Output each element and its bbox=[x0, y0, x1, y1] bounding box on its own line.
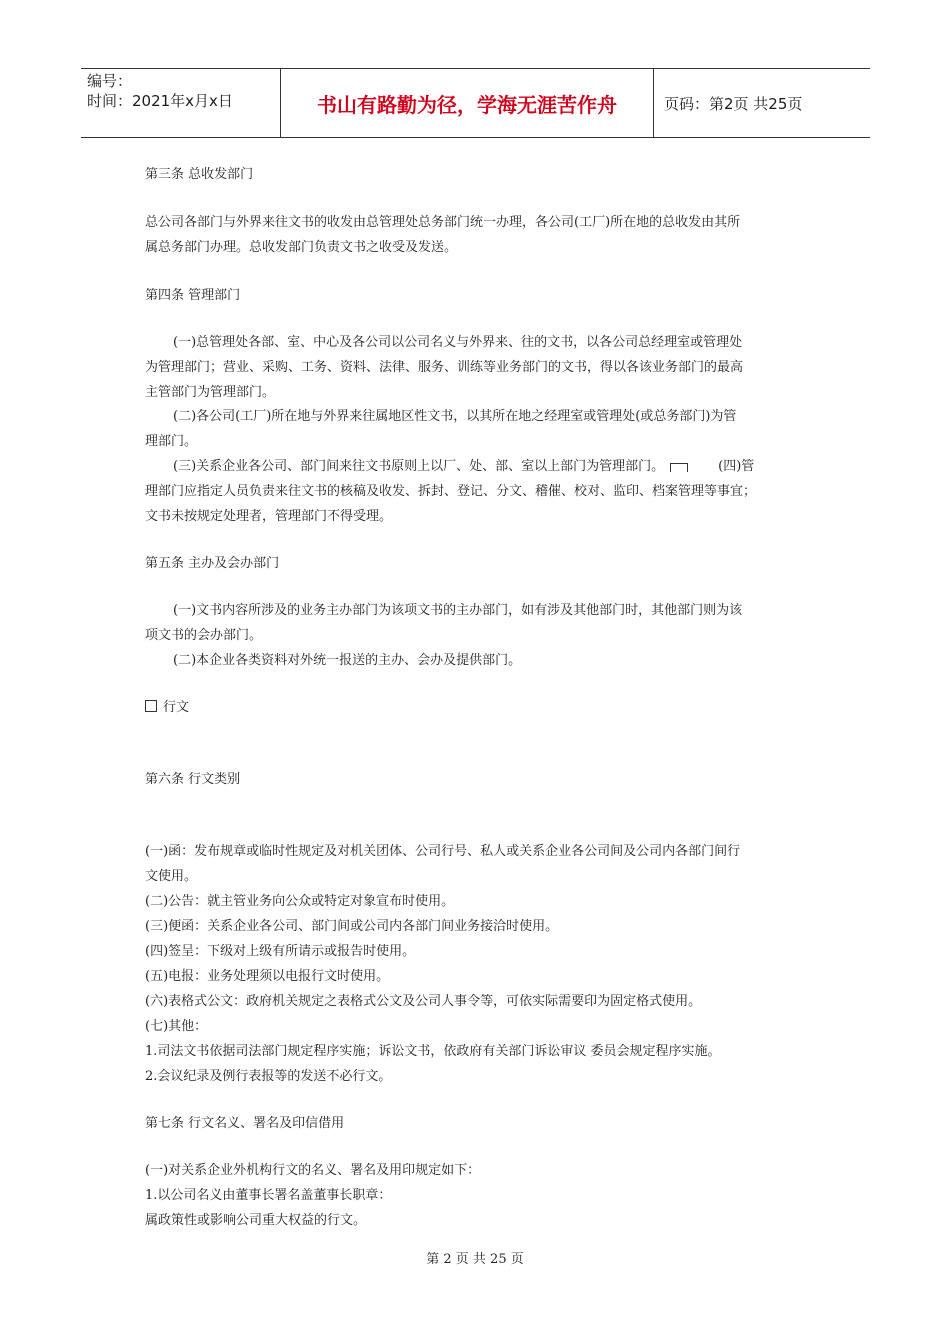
document-number-label: 编号： bbox=[87, 72, 133, 90]
paragraph-line: (二)各公司(工厂)所在地与外界来往属地区性文书，以其所在地之经理室或管理处(或总务部门)为管 bbox=[173, 409, 737, 424]
paragraph-line: 属总务部门办理。总收发部门负责文书之收受及发送。 bbox=[145, 240, 458, 255]
paragraph-line: (二)本企业各类资料对外统一报送的主办、会办及提供部门。 bbox=[173, 653, 522, 668]
paragraph-text: (三)关系企业各公司、部门间来往文书原则上以厂、处、部、室以上部门为管理部门。 bbox=[173, 459, 665, 474]
paragraph-line: 主管部门为管理部门。 bbox=[145, 385, 276, 400]
paragraph-line bbox=[145, 455, 754, 474]
section-heading bbox=[145, 696, 189, 715]
page-footer: 第 2 页 共 25 页 bbox=[426, 1252, 524, 1267]
page-header bbox=[81, 68, 870, 138]
paragraph-line: (五)电报：业务处理须以电报行文时使用。 bbox=[145, 969, 390, 984]
article-4-heading: 第四条 管理部门 bbox=[145, 288, 241, 303]
paragraph-line: 文书未按规定处理者，管理部门不得受理。 bbox=[145, 509, 393, 524]
paragraph-line: 理部门。 bbox=[145, 434, 198, 449]
paragraph-line: 2.会议纪录及例行表报等的发送不必行文。 bbox=[145, 1069, 392, 1084]
paragraph-line: (一)对关系企业外机构行文的名义、署名及用印规定如下： bbox=[145, 1163, 481, 1178]
paragraph-line: (六)表格式公文：政府机关规定之表格式公文及公司人事令等，可依实际需要印为固定格式使用。 bbox=[145, 994, 702, 1009]
paragraph-line: (一)总管理处各部、室、中心及各公司以公司名义与外界来、往的文书，以各公司总经理室或管理处 bbox=[173, 335, 743, 350]
paragraph-line: 为管理部门；营业、采购、工务、资料、法律、服务、训练等业务部门的文书，得以各该业务部门的最高 bbox=[145, 360, 744, 375]
paragraph-line: 属政策性或影响公司重大权益的行文。 bbox=[145, 1213, 367, 1228]
document-date: 时间：2021年x月x日 bbox=[87, 92, 233, 110]
paragraph-line: 项文书的会办部门。 bbox=[145, 628, 263, 643]
paragraph-line: (二)公告：就主管业务向公众或特定对象宣布时使用。 bbox=[145, 894, 455, 909]
paragraph-line: 文使用。 bbox=[145, 869, 198, 884]
header-motto: 书山有路勤为径，学海无涯苦作舟 bbox=[281, 69, 654, 137]
article-6-heading: 第六条 行文类别 bbox=[145, 772, 241, 787]
article-7-heading: 第七条 行文名义、署名及印信借用 bbox=[145, 1116, 345, 1131]
paragraph-line: 理部门应指定人员负责来往文书的核稿及收发、拆封、登记、分文、稽催、校对、监印、档案管理等事宜； bbox=[145, 484, 757, 499]
section-heading-text: 行文 bbox=[163, 700, 190, 715]
paragraph-line: (一)函：发布规章或临时性规定及对机关团体、公司行号、私人或关系企业各公司间及公司内各部门间行 bbox=[145, 844, 741, 859]
paragraph-line: 总公司各部门与外界来往文书的收发由总管理处总务部门统一办理，各公司(工厂)所在地的总收发由其所 bbox=[145, 215, 741, 230]
paragraph-line: (七)其他： bbox=[145, 1019, 208, 1034]
paragraph-line: (三)便函：关系企业各公司、部门间或公司内各部门间业务接洽时使用。 bbox=[145, 919, 559, 934]
paragraph-text: (四)管 bbox=[718, 459, 755, 474]
header-meta bbox=[81, 69, 281, 137]
bracket-mark-icon bbox=[670, 463, 688, 472]
article-3-heading: 第三条 总收发部门 bbox=[145, 167, 254, 182]
checkbox-square-icon bbox=[145, 700, 157, 712]
article-5-heading: 第五条 主办及会办部门 bbox=[145, 556, 280, 571]
paragraph-line: (四)签呈：下级对上级有所请示或报告时使用。 bbox=[145, 944, 416, 959]
header-page-info: 页码：第2页 共25页 bbox=[664, 94, 803, 113]
paragraph-line: 1.司法文书依据司法部门规定程序实施；诉讼文书，依政府有关部门诉讼审议 委员会规定程序实施。 bbox=[145, 1044, 721, 1059]
paragraph-line: (一)文书内容所涉及的业务主办部门为该项文书的主办部门，如有涉及其他部门时，其他部门则为该 bbox=[173, 603, 743, 618]
paragraph-line: 1.以公司名义由董事长署名盖董事长职章： bbox=[145, 1188, 392, 1203]
